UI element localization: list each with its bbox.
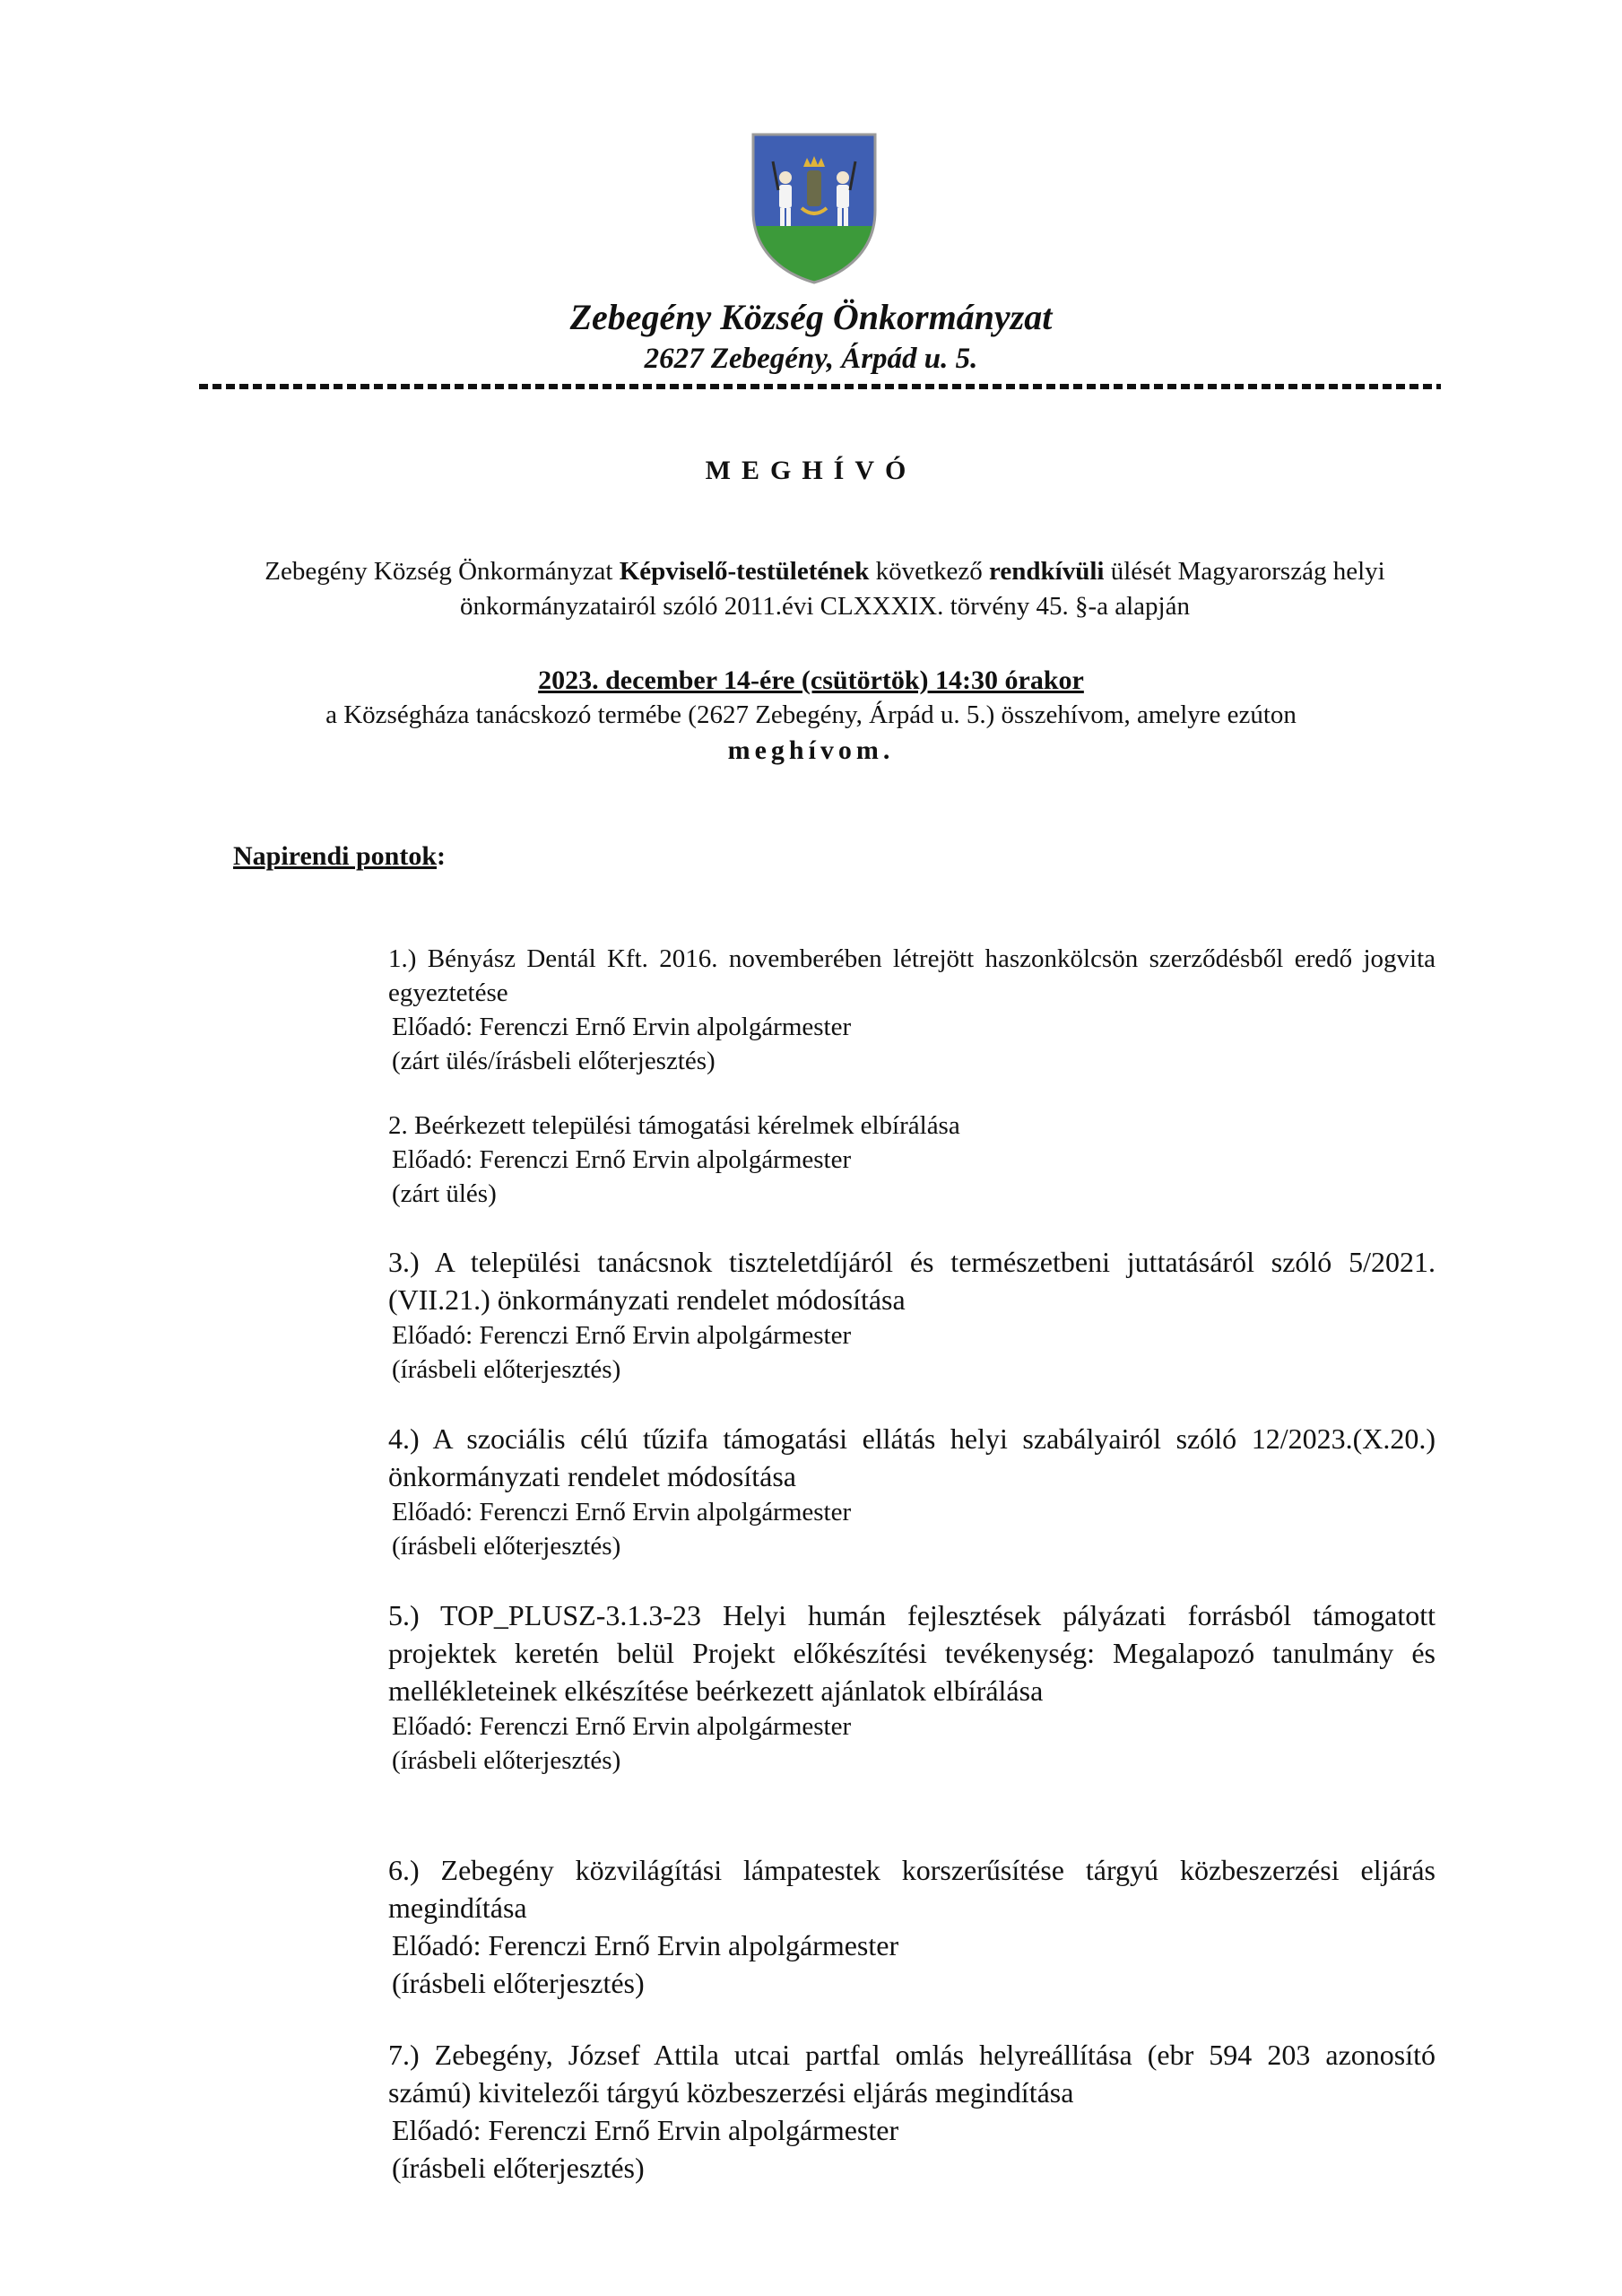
agenda-item-4 bbox=[388, 1420, 1436, 1563]
agenda-item-presenter: Előadó: Ferenczi Ernő Ervin alpolgármester bbox=[392, 1498, 852, 1526]
intro-paragraph bbox=[215, 554, 1435, 624]
agenda-item-7 bbox=[388, 2036, 1436, 2187]
agenda-item-note: (zárt ülés/írásbeli előterjesztés) bbox=[392, 1047, 716, 1075]
agenda-item-3 bbox=[388, 1243, 1436, 1387]
agenda-item-note: (írásbeli előterjesztés) bbox=[392, 1355, 621, 1384]
agenda-heading bbox=[233, 841, 446, 872]
invite-line: meghívom. bbox=[727, 735, 895, 765]
intro-text: Zebegény Község Önkormányzat bbox=[265, 557, 620, 586]
agenda-item-note: (írásbeli előterjesztés) bbox=[392, 2152, 645, 2184]
agenda-item-title: 5.) TOP_PLUSZ-3.1.3-23 Helyi humán fejlesztések pályázati forrásból támogatott projektek keretén belül Projekt előkészítési tevékenység: Megalapozó tanulmány és mellékleteinek elkészítése beérkezett ajánlatok elbírálása bbox=[388, 1599, 1436, 1707]
agenda-item-note: (zárt ülés) bbox=[392, 1179, 497, 1208]
agenda-item-title: 3.) A települési tanácsnok tiszteletdíjáról és természetbeni juttatásáról szóló 5/2021.(VII.21.) önkormányzati rendelet módosítása bbox=[388, 1246, 1436, 1316]
organization-address: 2627 Zebegény, Árpád u. 5. bbox=[644, 343, 978, 375]
agenda-item-presenter: Előadó: Ferenczi Ernő Ervin alpolgármester bbox=[392, 1929, 899, 1961]
agenda-item-6 bbox=[388, 1851, 1436, 2002]
organization-name: Zebegény Község Önkormányzat bbox=[569, 297, 1053, 337]
meeting-venue: a Községháza tanácskozó termébe (2627 Zebegény, Árpád u. 5.) összehívom, amelyre ezúton bbox=[325, 700, 1297, 729]
document-title: MEGHÍVÓ bbox=[705, 456, 917, 485]
meeting-date bbox=[0, 664, 1622, 698]
agenda-item-5 bbox=[388, 1596, 1436, 1778]
intro-text: következő bbox=[869, 557, 990, 586]
intro-bold-extraordinary: rendkívüli bbox=[989, 557, 1105, 586]
agenda-item-1 bbox=[388, 942, 1436, 1078]
municipal-coat-of-arms bbox=[733, 126, 895, 287]
agenda-item-note: (írásbeli előterjesztés) bbox=[392, 1746, 621, 1775]
agenda-item-2 bbox=[388, 1109, 1436, 1211]
agenda-item-presenter: Előadó: Ferenczi Ernő Ervin alpolgármester bbox=[392, 2114, 899, 2146]
agenda-item-title: 6.) Zebegény közvilágítási lámpatestek korszerűsítése tárgyú közbeszerzési eljárás megindítása bbox=[388, 1854, 1436, 1924]
agenda-item-presenter: Előadó: Ferenczi Ernő Ervin alpolgármester bbox=[392, 1013, 852, 1041]
agenda-item-note: (írásbeli előterjesztés) bbox=[392, 1532, 621, 1561]
agenda-item-note: (írásbeli előterjesztés) bbox=[392, 1967, 645, 1999]
agenda-item-presenter: Előadó: Ferenczi Ernő Ervin alpolgármester bbox=[392, 1321, 852, 1350]
agenda-heading-colon: : bbox=[437, 841, 447, 871]
intro-bold-body: Képviselő-testületének bbox=[619, 557, 870, 586]
agenda-heading-text: Napirendi pontok bbox=[233, 841, 438, 871]
meeting-date-text: 2023. december 14-ére (csütörtök) 14:30 órakor bbox=[538, 665, 1084, 695]
agenda-item-presenter: Előadó: Ferenczi Ernő Ervin alpolgármester bbox=[392, 1712, 852, 1741]
intro-text: ülését Magyarország helyi önkormányzatairól szóló 2011.évi CLXXXIX. törvény 45. §-a alapján bbox=[460, 557, 1385, 621]
agenda-item-title: 7.) Zebegény, József Attila utcai partfal omlás helyreállítása (ebr 594 203 azonosító számú) kivitelezői tárgyú közbeszerzési eljárás megindítása bbox=[388, 2039, 1436, 2109]
header-divider bbox=[199, 384, 1441, 389]
agenda-item-title: 1.) Bényász Dentál Kft. 2016. novemberében létrejött haszonkölcsön szerződésből eredő jogvita egyeztetése bbox=[388, 944, 1436, 1007]
agenda-item-title: 4.) A szociális célú tűzifa támogatási ellátás helyi szabályairól szóló 12/2023.(X.20.) önkormányzati rendelet módosítása bbox=[388, 1422, 1436, 1492]
agenda-item-presenter: Előadó: Ferenczi Ernő Ervin alpolgármester bbox=[392, 1145, 852, 1174]
agenda-item-title: 2. Beérkezett települési támogatási kérelmek elbírálása bbox=[388, 1111, 960, 1140]
